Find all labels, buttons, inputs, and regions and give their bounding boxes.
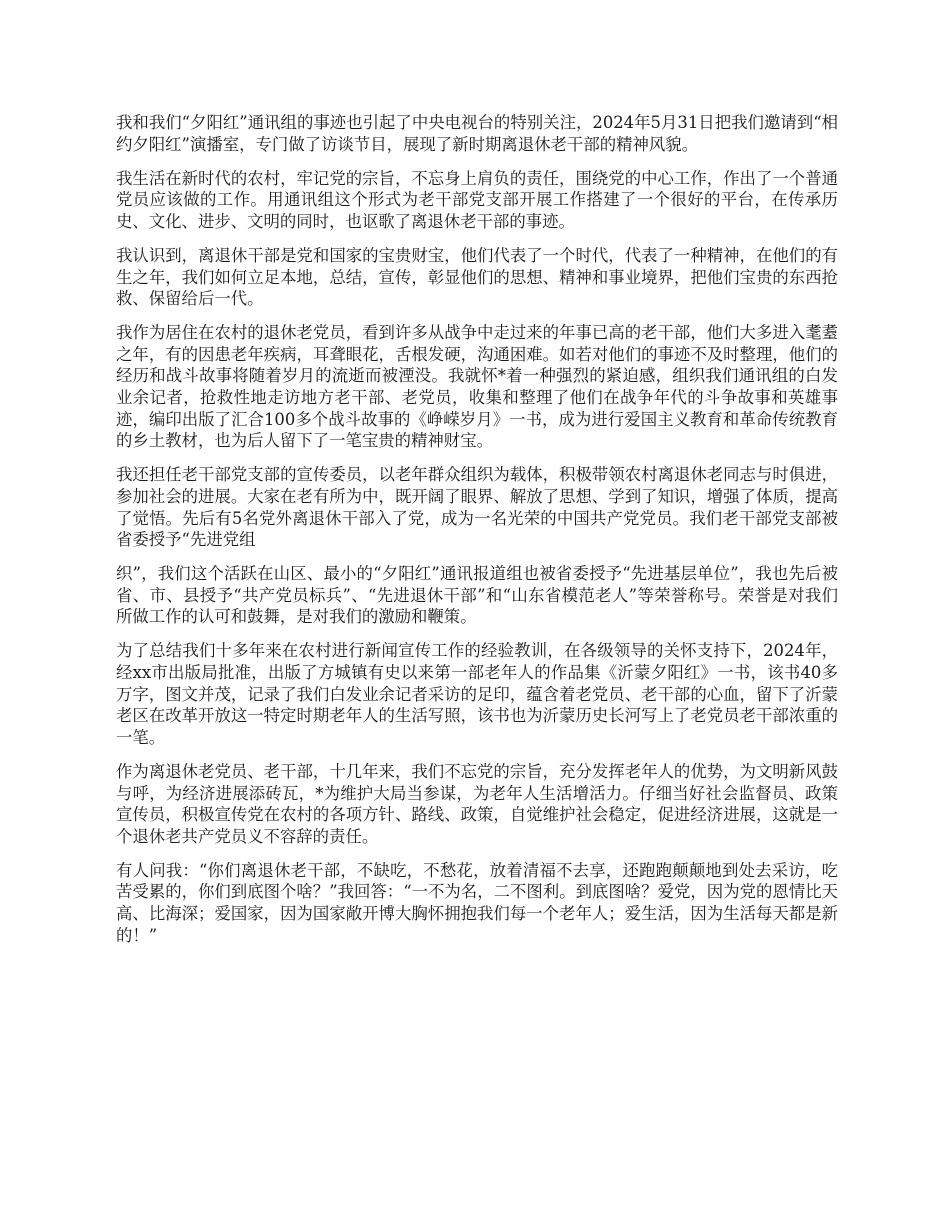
- paragraph: 织”，我们这个活跃在山区、最小的“夕阳红”通讯报道组也被省委授予“先进基层单位”，我也先后被省、市、县授予“共产党员标兵”、“先进退休干部”和“山东省模范老人”等荣誉称号。荣誉是对我们所做工作的认可和鼓舞，是对我们的激励和鞭策。: [116, 564, 838, 627]
- paragraph: 有人问我：“你们离退休老干部，不缺吃，不愁花，放着清福不去享，还跑跑颠颠地到处去采访，吃苦受累的，你们到底图个啥？”我回答：“一不为名，二不图利。到底图啥？爱党，因为党的恩情比天高、比海深；爱国家，因为国家敞开博大胸怀拥抱我们每一个老年人；爱生活，因为生活每天都是新的！”: [116, 860, 838, 945]
- paragraph: 我认识到，离退休干部是党和国家的宝贵财宝，他们代表了一个时代，代表了一种精神，在他们的有生之年，我们如何立足本地，总结，宣传，彰显他们的思想、精神和事业境界，把他们宝贵的东西抢救、保留给后一代。: [116, 245, 838, 309]
- document-body: [116, 112, 838, 959]
- paragraph: 我还担任老干部党支部的宣传委员，以老年群众组织为载体，积极带领农村离退休老同志与时俱进，参加社会的进展。大家在老有所为中，既开阔了眼界、解放了思想、学到了知识，增强了体质，提高了觉悟。先后有5名党外离退休干部入了党，成为一名光荣的中国共产党党员。我们老干部党支部被省委授予“先进党组: [116, 465, 838, 550]
- paragraph: 我作为居住在农村的退休老党员，看到许多从战争中走过来的年事已高的老干部，他们大多进入耄耋之年，有的因患老年疾病，耳聋眼花，舌根发硬，沟通困难。如若对他们的事迹不及时整理，他们的经历和战斗故事将随着岁月的流逝而被湮没。我就怀*着一种强烈的紧迫感，组织我们通讯组的白发业余记者，抢救性地走访地方老干部、老党员，收集和整理了他们在战争年代的斗争故事和英雄事迹，编印出版了汇合100多个战斗故事的《峥嵘岁月》一书，成为进行爱国主义教育和革命传统教育的乡土教材，也为后人留下了一笔宝贵的精神财宝。: [116, 323, 838, 451]
- paragraph: 我生活在新时代的农村，牢记党的宗旨，不忘身上肩负的责任，围绕党的中心工作，作出了一个普通党员应该做的工作。用通讯组这个形式为老干部党支部开展工作搭建了一个很好的平台，在传承历史、文化、进步、文明的同时，也讴歌了离退休老干部的事迹。: [116, 168, 838, 231]
- paragraph: 作为离退休老党员、老干部，十几年来，我们不忘党的宗旨，充分发挥老年人的优势，为文明新风鼓与呼，为经济进展添砖瓦，*为维护大局当参谋，为老年人生活增活力。仔细当好社会监督员、政策宣传员，积极宣传党在农村的各项方针、路线、政策，自觉维护社会稳定，促进经济进展，这就是一个退休老共产党员义不容辞的责任。: [116, 761, 838, 846]
- paragraph: 我和我们“夕阳红”通讯组的事迹也引起了中央电视台的特别关注，2024年5月31日把我们邀请到“相约夕阳红”演播室，专门做了访谈节目，展现了新时期离退休老干部的精神风貌。: [116, 113, 838, 154]
- paragraph: 为了总结我们十多年来在农村进行新闻宣传工作的经验教训，在各级领导的关怀支持下，2024年，经xx市出版局批准，出版了方城镇有史以来第一部老年人的作品集《沂蒙夕阳红》一书，该书40多万字，图文并茂，记录了我们白发业余记者采访的足印，蕴含着老党员、老干部的心血，留下了沂蒙老区在改革开放这一特定时期老年人的生活写照，该书也为沂蒙历史长河写上了老党员老干部浓重的一笔。: [116, 641, 838, 747]
